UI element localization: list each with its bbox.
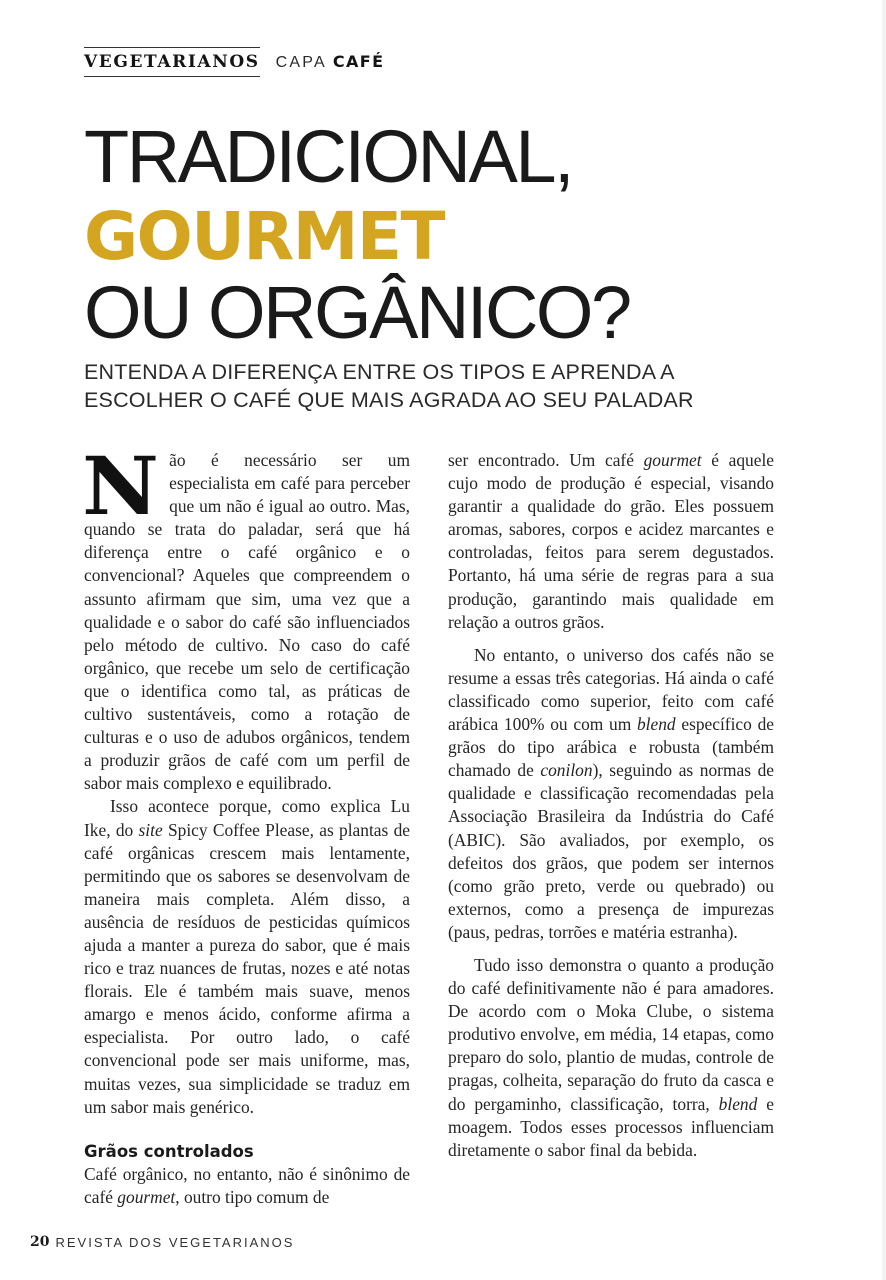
p3-text-a: Café orgânico, no entanto, não é sinônimo de café: [84, 1163, 410, 1207]
drop-cap: N: [82, 439, 159, 533]
subtitle-line-2: ESCOLHER O CAFÉ QUE MAIS AGRADA AO SEU PALADAR: [84, 388, 694, 412]
p4-text-a: No entanto, o universo dos cafés não se resume a essas três categorias. Há ainda o café classificado como superior, feito com café arábica 100% ou com um: [448, 644, 774, 735]
magazine-name: VEGETARIANOS: [84, 47, 260, 77]
paragraph-1-text: ão é necessário ser um especialista em café para perceber que um não é igual ao outro. Mas, quando se trata do paladar, será que há diferença entre o café orgânico e o convencional? Aqueles que compreendem o assunto afirmam que sim, uma vez que a qualidade e o sabor do café são influenciados pelo método de cultivo. No caso do café orgânico, que recebe um selo de certificação que o identifica como tal, as práticas de cultivo sustentáveis, como a rotação de culturas e o uso de adubos orgânicos, tendem a produzir grãos de café com um perfil de sabor mais complexo e equilibrado.: [84, 450, 410, 794]
p2-text-b: Spicy Coffee Please, as plantas de café orgânicas crescem mais lentamente, permitindo que os sabores se desenvolvam de maneira mais completa. Além disso, a ausência de resíduos de pesticidas químicos ajuda a manter a pureza do sabor, que é mais rico e traz nuances de frutas, nozes e até notas florais. Ele é também mais suave, menos amargo e menos ácido, conforme afirma a especialista. Por outro lado, o café convencional pode ser mais uniforme, mas, muitas vezes, sua simplicidade se traduz em um sabor mais genérico.: [84, 819, 410, 1117]
page-header: [84, 44, 384, 80]
p3-continued-lead: [448, 450, 774, 632]
p4-italic-blend: blend: [636, 714, 676, 735]
p4-text-c: ), seguindo as normas de qualidade e classificação recomendadas pela Associação Brasileira da Indústria do Café (ABIC). São avaliados, por exemplo, os defeitos dos grãos, que podem ser internos (como grão preto, verde ou quebrado) ou externos, como a presença de impurezas (paus, pedras, torrões e matéria estranha).: [448, 760, 774, 942]
text-column-right: [448, 449, 774, 1162]
p3-italic-gourmet: gourmet: [117, 1186, 176, 1207]
section-label: [276, 52, 385, 72]
publication-name: REVISTA DOS VEGETARIANOS: [55, 1234, 295, 1250]
paragraph-2: [84, 795, 410, 1118]
page-footer: [30, 1233, 294, 1251]
title-line-2-highlight: GOURMET: [84, 198, 444, 275]
paragraph-5: [448, 954, 774, 1162]
article-title: [84, 115, 864, 354]
p3-continued-text-b: é aquele cujo modo de produção é especial, visando garantir a qualidade do grão. Eles possuem aromas, sabores, corpos e acidez marcantes e controladas, feitos para serem degustados. Portanto, há uma série de regras para a sua produção, garantindo mais qualidade em relação a outros grãos.: [448, 450, 774, 632]
paragraph-3: [84, 1163, 410, 1209]
p2-italic-site: site: [138, 819, 163, 840]
paragraph-1: [82, 439, 410, 795]
title-line-1: TRADICIONAL,: [84, 115, 573, 198]
p3-continued-text-a: ser encontrado. Um café: [448, 450, 644, 470]
p5-text-a: Tudo isso demonstra o quanto a produção do café definitivamente não é para amadores. De acordo com o Moka Clube, o sistema produtivo envolve, em média, 14 etapas, como preparo do solo, plantio de mudas, controle de pragas, colheita, separação do fruto da casca e do pergaminho, classificação, torra,: [448, 954, 774, 1114]
p3-italic-gourmet-2: gourmet: [643, 450, 702, 470]
p4-text-b: específico de grãos do tipo arábica e robusta (também chamado de: [448, 714, 774, 781]
p4-italic-conilon: conilon: [540, 760, 593, 781]
p2-text-a: Isso acontece porque, como explica Lu Ike, do: [84, 796, 410, 840]
paragraph-3-continued: [448, 449, 774, 634]
section-name: CAPA: [275, 54, 327, 71]
subheading: Grãos controlados: [84, 1141, 254, 1161]
title-line-3: OU ORGÂNICO?: [84, 271, 630, 354]
article-subtitle: [84, 358, 864, 414]
page-number: 20: [30, 1234, 50, 1250]
paragraph-4: [448, 644, 774, 944]
subtitle-line-1: ENTENDA A DIFERENÇA ENTRE OS TIPOS E APRENDA A: [84, 360, 675, 384]
p3-text-b: , outro tipo comum de: [175, 1186, 330, 1207]
section-topic: CAFÉ: [332, 52, 385, 71]
p5-italic-blend: blend: [718, 1093, 758, 1114]
page-edge: [882, 0, 886, 1280]
p5-text-b: e moagem. Todos esses processos influenciam diretamente o sabor final da bebida.: [448, 1093, 774, 1160]
text-column-left: [82, 439, 410, 1209]
